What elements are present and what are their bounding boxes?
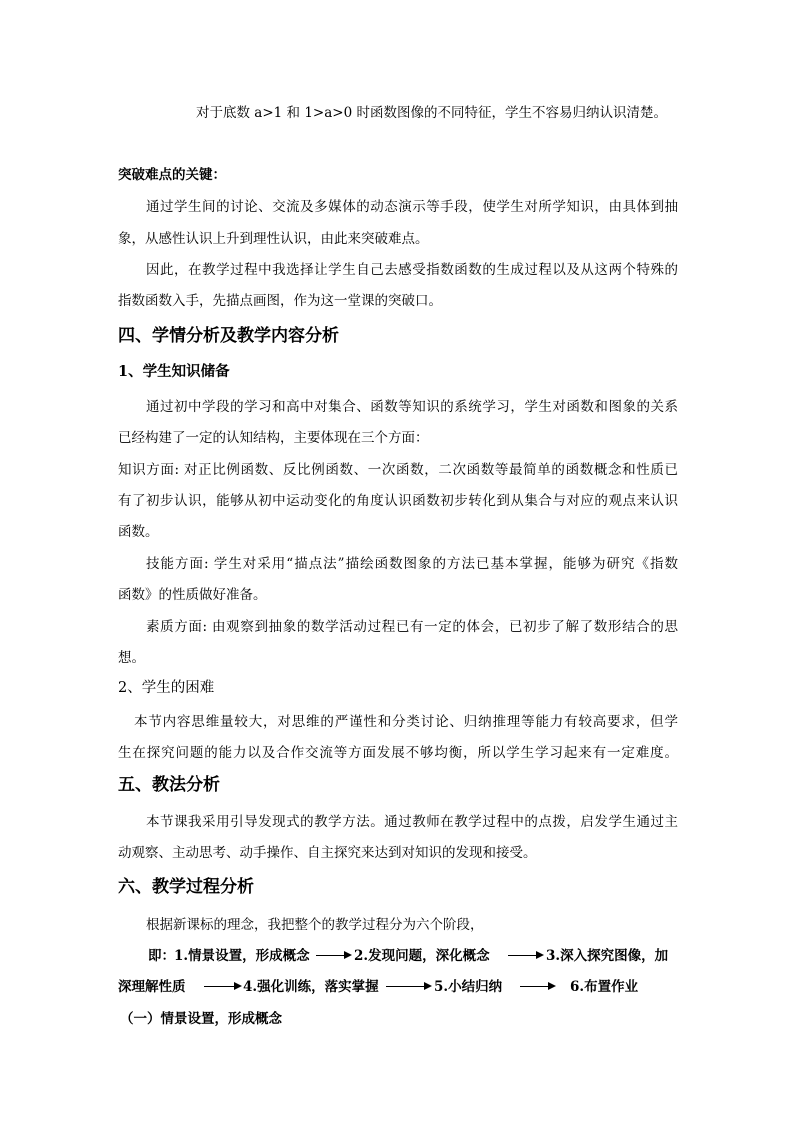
- paragraph-line: 技能方面: 学生对采用“描点法”描绘函数图象的方法已基本掌握，能够为研究《指数: [146, 556, 678, 572]
- subsection-heading: 2、学生的困难: [118, 680, 215, 696]
- paragraph-line: 已经构建了一定的认知结构，主要体现在三个方面：: [118, 430, 429, 446]
- paragraph-line: 本节内容思维量较大，对思维的严谨性和分类讨论、归纳推理等能力有较高要求，但学: [134, 714, 678, 730]
- paragraph-line: 有了初步认识，能够从初中运动变化的角度认识函数初步转化到从集合与对应的观点来认识: [118, 493, 678, 509]
- paragraph-line: 根据新课标的理念，我把整个的教学过程分为六个阶段，: [146, 917, 484, 933]
- subsection-heading: （一）情景设置，形成概念: [120, 1011, 282, 1027]
- key-heading: 突破难点的关键：: [118, 167, 226, 183]
- section-heading: 六、教学过程分析: [118, 877, 254, 897]
- paragraph-line: 指数函数入手，先描点画图，作为这一堂课的突破口。: [118, 293, 442, 309]
- paragraph-line: 因此，在教学过程中我选择让学生自己去感受指数函数的生成过程以及从这两个特殊的: [146, 262, 678, 278]
- paragraph-line: 知识方面: 对正比例函数、反比例函数、一次函数，二次函数等最简单的函数概念和性质已: [118, 462, 678, 478]
- paragraph-line: 对于底数 a>1 和 1>a>0 时函数图像的不同特征，学生不容易归纳认识清楚。: [196, 105, 667, 121]
- flow-arrow: [508, 946, 544, 966]
- paragraph-line: 想。: [118, 650, 145, 666]
- paragraph-line: 函数。: [118, 524, 159, 540]
- flow-stage-3: 3.深入探究图像，加: [546, 948, 669, 964]
- section-heading: 四、学情分析及教学内容分析: [118, 326, 339, 346]
- flow-stage-4: 4.强化训练，落实掌握: [243, 979, 379, 995]
- paragraph-line: 象，从感性认识上升到理性认识，由此来突破难点。: [118, 231, 429, 247]
- flow-arrow: [204, 977, 242, 997]
- flow-stage-5: 5.小结归纳: [434, 979, 503, 995]
- paragraph-line: 本节课我采用引导发现式的教学方法。通过教师在教学过程中的点拨，启发学生通过主: [146, 814, 678, 830]
- flow-stage-2: 2.发现问题，深化概念: [354, 948, 490, 964]
- paragraph-line: 素质方面: 由观察到抽象的数学活动过程已有一定的体会，已初步了解了数形结合的思: [146, 619, 678, 635]
- flow-arrow: [316, 946, 352, 966]
- flow-stage-3-cont: 深理解性质: [118, 979, 186, 995]
- section-heading: 五、教法分析: [118, 775, 220, 795]
- flow-prefix: 即：: [148, 948, 175, 964]
- paragraph-line: 函数》的性质做好准备。: [118, 587, 267, 603]
- subsection-heading: 1、学生知识储备: [118, 363, 230, 380]
- flow-arrow: [386, 977, 432, 997]
- paragraph-line: 通过初中学段的学习和高中对集合、函数等知识的系统学习，学生对函数和图象的关系: [146, 399, 678, 415]
- flow-arrow: [520, 977, 556, 997]
- flow-stage-1: 1.情景设置，形成概念: [174, 948, 310, 964]
- paragraph-line: 生在探究问题的能力以及合作交流等方面发展不够均衡，所以学生学习起来有一定难度。: [118, 745, 678, 761]
- flow-stage-6: 6.布置作业: [570, 979, 639, 995]
- paragraph-line: 通过学生间的讨论、交流及多媒体的动态演示等手段，使学生对所学知识，由具体到抽: [146, 199, 678, 215]
- paragraph-line: 动观察、主动思考、动手操作、自主探究来达到对知识的发现和接受。: [118, 845, 537, 861]
